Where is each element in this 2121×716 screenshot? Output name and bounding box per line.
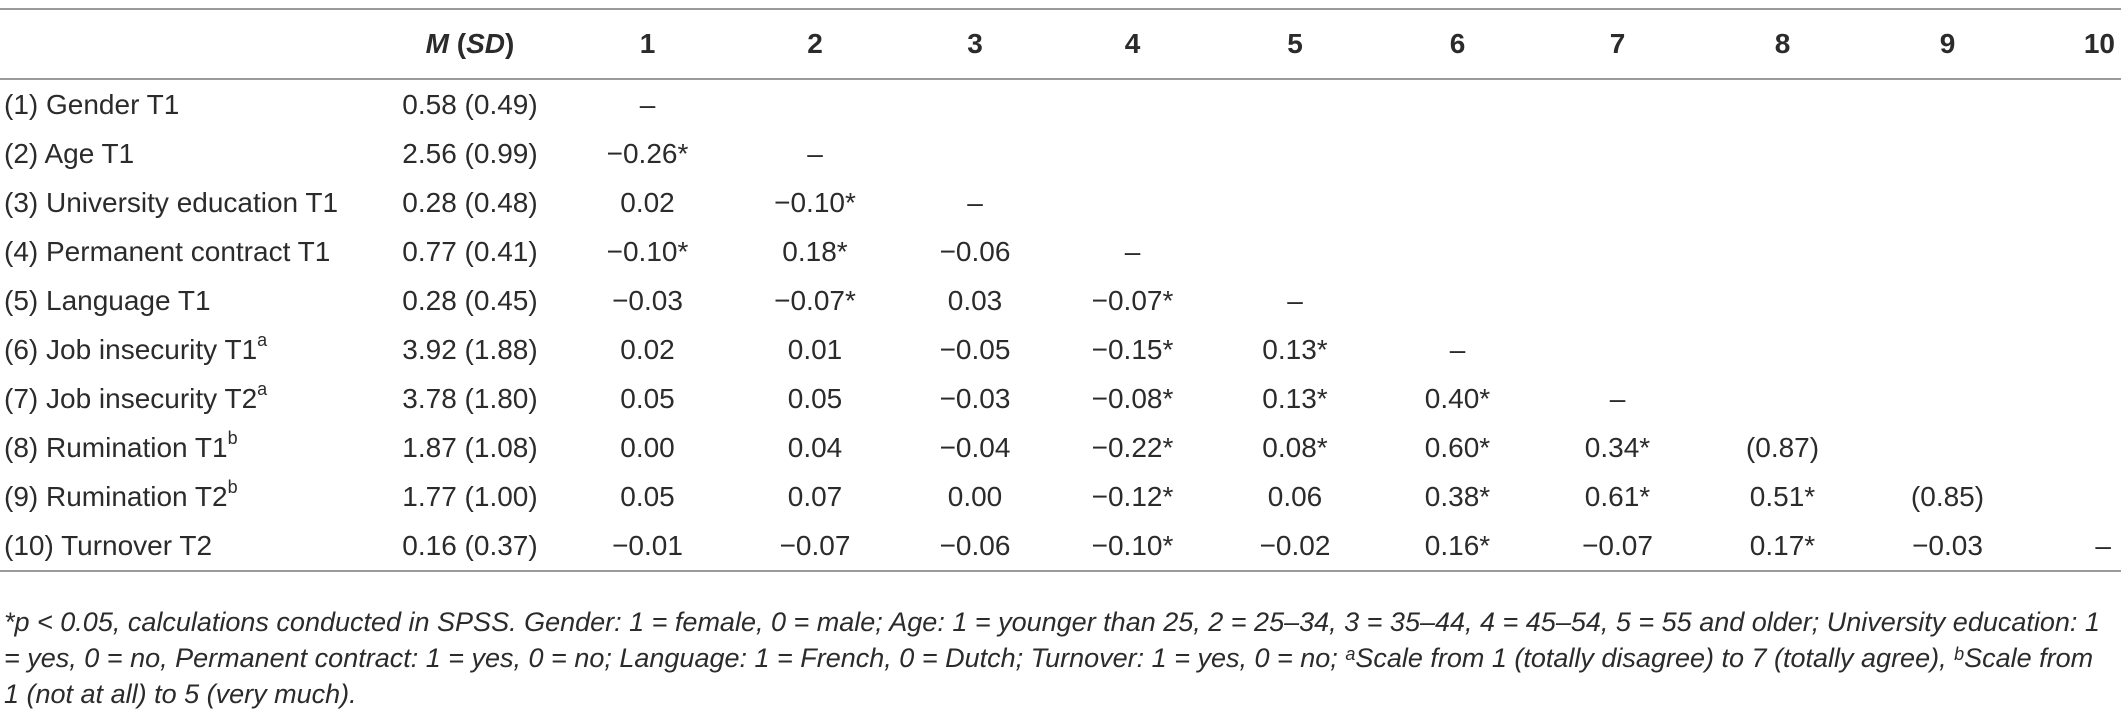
correlation-cell (1535, 227, 1700, 276)
correlation-cell: −0.10* (1055, 521, 1210, 571)
correlation-cell: (0.85) (1910, 480, 1985, 512)
correlation-cell (1700, 79, 1865, 129)
correlation-cell: 0.16* (1380, 521, 1535, 571)
correlation-cell (1700, 325, 1865, 374)
header-col: 5 (1210, 9, 1380, 79)
correlation-cell: 0.17* (1700, 521, 1865, 571)
correlation-cell (2030, 374, 2121, 423)
correlation-cell: – (807, 137, 823, 169)
correlation-cell (1535, 79, 1700, 129)
correlation-cell (1380, 79, 1535, 129)
correlation-cell: 0.18* (782, 235, 848, 267)
correlation-cell (1210, 178, 1380, 227)
header-col: 6 (1380, 9, 1535, 79)
row-label: (5) Language T1 (4, 284, 211, 316)
header-col: 1 (560, 9, 735, 79)
mean-sd-cell: 0.16 (0.37) (380, 521, 560, 571)
correlation-table (0, 8, 2121, 572)
correlation-cell (1700, 374, 1865, 423)
correlation-cell (1865, 423, 2030, 472)
mean-sd-cell: 2.56 (0.99) (402, 137, 538, 169)
correlation-cell: −0.07* (774, 284, 856, 316)
header-col: 7 (1535, 9, 1700, 79)
correlation-cell: 0.06 (1267, 480, 1323, 512)
correlation-cell (1380, 178, 1535, 227)
header-col: 9 (1865, 9, 2030, 79)
row-label: (7) Job insecurity T2$^a$ (4, 378, 268, 414)
mean-sd-cell: 0.77 (0.41) (402, 235, 538, 267)
correlation-cell: – (1287, 284, 1303, 316)
correlation-cell: −0.07 (735, 521, 895, 571)
correlation-cell: 0.40* (1424, 382, 1491, 414)
table-row (0, 79, 2121, 129)
correlation-cell (1210, 227, 1380, 276)
header-m-sd: M (SD) (380, 9, 560, 79)
correlation-cell: 0.02 (620, 186, 675, 218)
correlation-cell (1535, 129, 1700, 178)
row-label: (1) Gender T1 (4, 88, 180, 120)
mean-sd-cell: 3.92 (1.88) (402, 333, 538, 365)
correlation-cell (735, 79, 895, 129)
table-row (0, 374, 2121, 423)
correlation-cell: 0.00 (620, 431, 675, 463)
correlation-cell (1535, 276, 1700, 325)
correlation-cell (1700, 276, 1865, 325)
correlation-cell (895, 129, 1055, 178)
header-col: 2 (735, 9, 895, 79)
correlation-cell (1210, 129, 1380, 178)
correlation-cell: −0.08* (1091, 382, 1174, 414)
correlation-cell (1865, 374, 2030, 423)
correlation-cell: −0.10* (606, 235, 689, 267)
correlation-cell (1865, 227, 2030, 276)
correlation-cell: – (1609, 382, 1626, 414)
correlation-cell: −0.03 (939, 382, 1011, 414)
correlation-cell (1210, 79, 1380, 129)
row-label: (2) Age T1 (4, 137, 135, 169)
correlation-cell (1380, 129, 1535, 178)
header-variable (0, 9, 380, 79)
mean-sd-cell: 3.78 (1.80) (402, 382, 538, 414)
correlation-cell: – (2030, 521, 2121, 571)
correlation-cell: 0.51* (1749, 480, 1816, 512)
correlation-cell (1380, 276, 1535, 325)
correlation-cell: 0.07 (787, 480, 843, 512)
correlation-cell: 0.03 (947, 284, 1003, 316)
table-row (0, 472, 2121, 521)
correlation-cell: 0.04 (787, 431, 843, 463)
correlation-cell (1865, 129, 2030, 178)
correlation-cell: 0.60* (1424, 431, 1491, 463)
correlation-cell (1865, 325, 2030, 374)
correlation-cell: −0.06 (895, 521, 1055, 571)
table-row (0, 521, 2121, 571)
mean-sd-cell: 0.58 (0.49) (402, 88, 538, 120)
mean-sd-cell: 0.28 (0.48) (402, 186, 538, 218)
correlation-cell: −0.01 (560, 521, 735, 571)
correlation-cell (2030, 472, 2121, 521)
correlation-cell: 0.00 (947, 480, 1003, 512)
correlation-cell (1700, 178, 1865, 227)
header-col: 3 (895, 9, 1055, 79)
table-row (0, 178, 2121, 227)
correlation-cell: 0.02 (620, 333, 675, 365)
correlation-cell: 0.61* (1584, 480, 1651, 512)
correlation-cell (1865, 276, 2030, 325)
correlation-cell: – (967, 186, 983, 218)
correlation-cell (895, 79, 1055, 129)
correlation-cell: −0.12* (1091, 480, 1174, 512)
correlation-cell: – (1124, 235, 1141, 267)
correlation-cell: −0.03 (1865, 521, 2030, 571)
correlation-cell: −0.26* (606, 137, 689, 169)
correlation-cell (2030, 276, 2121, 325)
correlation-cell (1055, 129, 1210, 178)
table-row (0, 227, 2121, 276)
correlation-cell (2030, 227, 2121, 276)
correlation-cell: 0.05 (620, 382, 675, 414)
row-label: (9) Rumination T2$^b$ (4, 476, 238, 512)
correlation-cell: −0.10* (774, 186, 856, 218)
table-row (0, 276, 2121, 325)
row-label: (10) Turnover T2 (0, 521, 380, 571)
row-label: (4) Permanent contract T1 (4, 235, 331, 267)
correlation-cell (1055, 178, 1210, 227)
correlation-cell: 0.01 (787, 333, 843, 365)
correlation-cell: −0.15* (1091, 333, 1174, 365)
correlation-cell: 0.05 (620, 480, 675, 512)
correlation-cell: −0.05 (939, 333, 1011, 365)
correlation-cell: −0.06 (939, 235, 1011, 267)
correlation-cell (1055, 79, 1210, 129)
correlation-cell: −0.07 (1535, 521, 1700, 571)
correlation-cell: 0.05 (787, 382, 843, 414)
correlation-cell: (0.87) (1745, 431, 1820, 463)
correlation-cell (1535, 325, 1700, 374)
header-col: 4 (1055, 9, 1210, 79)
correlation-cell: 0.34* (1584, 431, 1651, 463)
correlation-cell: −0.02 (1210, 521, 1380, 571)
correlation-cell (2030, 325, 2121, 374)
correlation-cell (1865, 79, 2030, 129)
correlation-cell (1700, 227, 1865, 276)
correlation-cell: −0.07* (1091, 284, 1174, 316)
header-col: 8 (1700, 9, 1865, 79)
correlation-cell: 0.13* (1262, 382, 1328, 414)
row-label: (3) University education T1 (4, 186, 339, 218)
header-row (0, 9, 2121, 79)
correlation-cell: 0.13* (1262, 333, 1328, 365)
mean-sd-cell: 0.28 (0.45) (402, 284, 538, 316)
correlation-cell (2030, 129, 2121, 178)
mean-sd-cell: 1.87 (1.08) (402, 431, 538, 463)
row-label: (8) Rumination T1$^b$ (4, 427, 238, 463)
correlation-cell: – (639, 88, 656, 120)
row-label: (6) Job insecurity T1$^a$ (4, 329, 268, 365)
table-row (0, 423, 2121, 472)
mean-sd-cell: 1.77 (1.00) (402, 480, 538, 512)
correlation-cell: 0.08* (1262, 431, 1328, 463)
correlation-cell (1700, 129, 1865, 178)
correlation-cell (1380, 227, 1535, 276)
correlation-cell: – (1449, 333, 1466, 365)
table-footnote: *p < 0.05, calculations conducted in SPSS. Gender: 1 = female, 0 = male; Age: 1 = younger than 25, 2 = 25–34, 3 = 35–44, 4 = 45–54, 5 = 55 and older; University education: 1 = yes, 0 = no, Permanent contract: 1 = yes, 0 = no; Language: 1 = French, 0 = Dutch; Turnover: 1 = yes, 0 = no; $^a$Scale from 1 (totally disagree) to 7 (totally agree), $^b$Scale from 1 (not at all) to 5 (very much). (4, 607, 2100, 709)
table-row (0, 325, 2121, 374)
header-col: 10 (2030, 9, 2121, 79)
correlation-cell: −0.04 (939, 431, 1011, 463)
correlation-cell (2030, 178, 2121, 227)
correlation-cell (2030, 423, 2121, 472)
correlation-cell (1865, 178, 2030, 227)
correlation-cell: −0.03 (612, 284, 683, 316)
correlation-cell: −0.22* (1091, 431, 1174, 463)
table-row (0, 129, 2121, 178)
correlation-cell: 0.38* (1424, 480, 1491, 512)
correlation-cell (1535, 178, 1700, 227)
correlation-cell (2030, 79, 2121, 129)
